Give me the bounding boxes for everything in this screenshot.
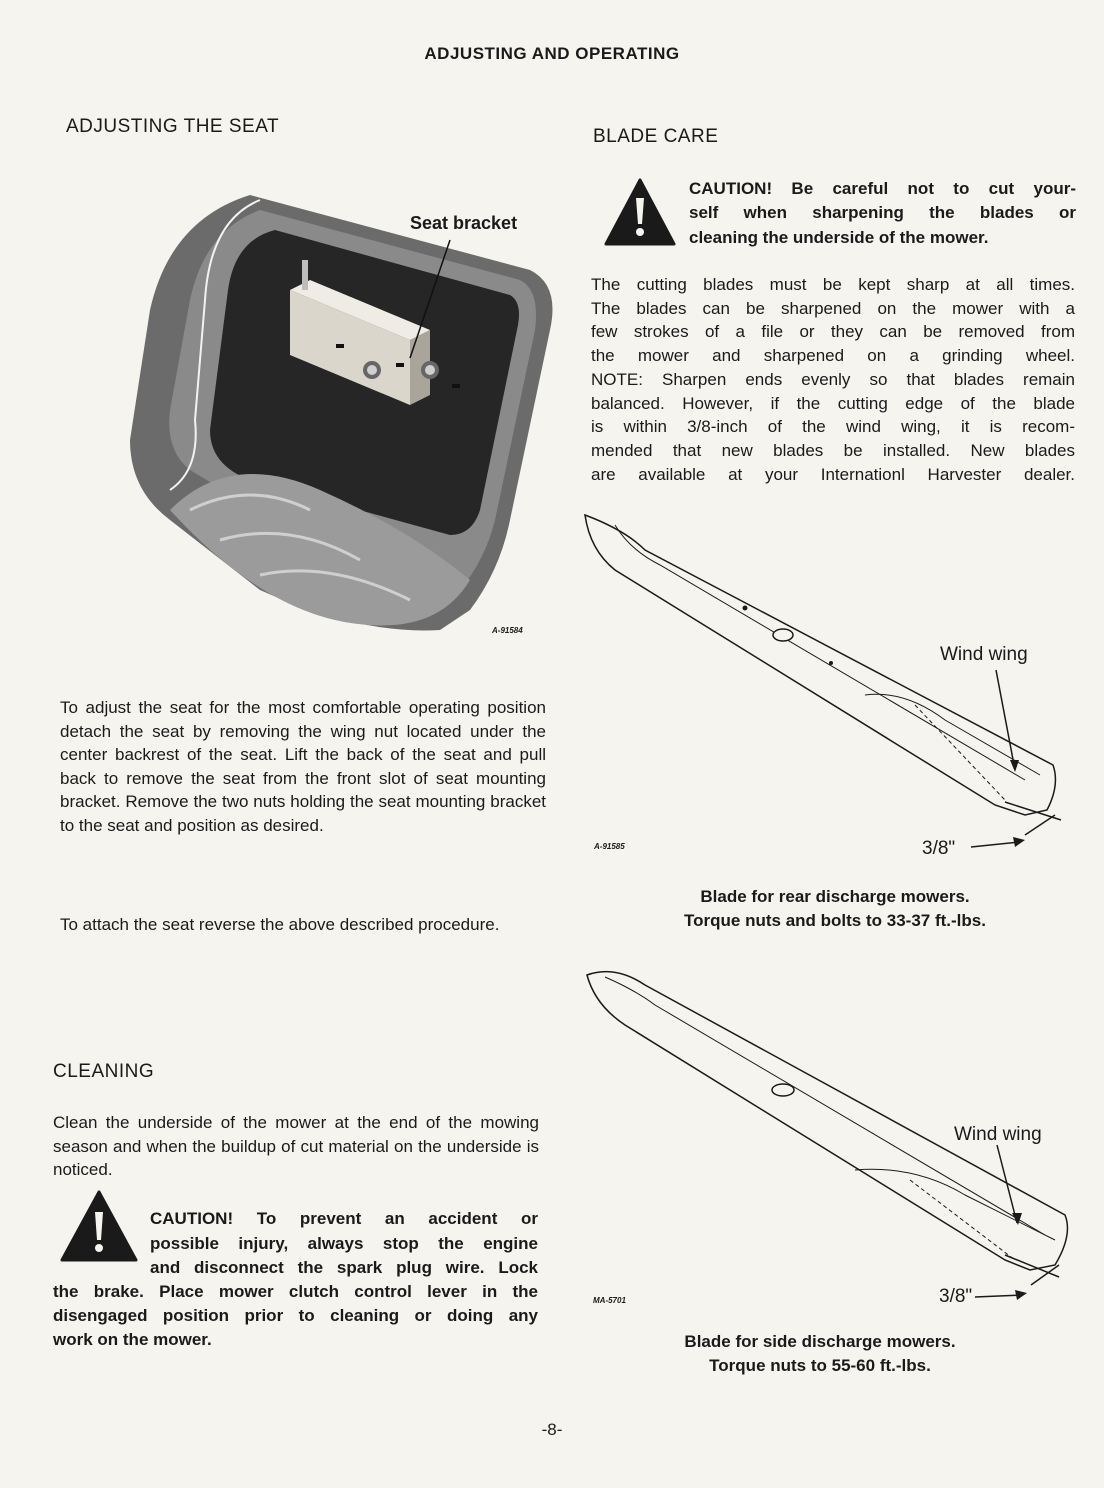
seat-bracket-label: Seat bracket xyxy=(410,213,518,233)
cleaning-caution-line-4: the brake. Place mower clutch control lever in the xyxy=(53,1282,538,1301)
blade-paragraph-line: mended that new blades be installed. New blades xyxy=(591,440,1075,460)
caption-line: Blade for side discharge mowers. xyxy=(684,1332,956,1351)
blade-paragraph-line: balanced. However, if the cutting edge of the blade xyxy=(591,393,1075,413)
rear-discharge-blade-diagram xyxy=(585,510,1075,855)
blade-section-heading: BLADE CARE xyxy=(593,126,719,147)
caption-line: Torque nuts to 55-60 ft.-lbs. xyxy=(709,1356,931,1375)
blade-paragraph-line: few strokes of a file or they can be removed from xyxy=(591,322,1075,342)
blade-paragraph-line: are available at your Internationl Harvester dealer. xyxy=(591,464,1075,484)
cleaning-caution-line-2: possible injury, always stop the engine xyxy=(150,1234,538,1253)
page-header-title: ADJUSTING AND OPERATING xyxy=(424,44,680,63)
blade-paragraph-line: The cutting blades must be kept sharp at all times. xyxy=(591,275,1075,294)
cleaning-paragraph: Clean the underside of the mower at the end of the mowing season and when the buildup of cut material on the underside is noticed. xyxy=(53,1113,539,1179)
blade-paragraph-line: NOTE: Sharpen ends evenly so that blades remain xyxy=(591,369,1075,389)
blade-caution-line-2: self when sharpening the blades or xyxy=(689,203,1076,222)
seat-figure-code: A-91584 xyxy=(492,626,523,635)
blade-paragraph-line: the mower and sharpened on a grinding wheel. xyxy=(591,346,1075,366)
caption-line: Torque nuts and bolts to 33-37 ft.-lbs. xyxy=(684,911,986,930)
blade-paragraph-line: The blades can be sharpened on the mower with a xyxy=(591,298,1075,318)
warning-icon xyxy=(60,1190,138,1262)
seat-section-heading: ADJUSTING THE SEAT xyxy=(66,116,280,137)
blade-paragraph xyxy=(591,273,1075,486)
cleaning-caution-line-5: disengaged position prior to cleaning or doing any xyxy=(53,1306,538,1325)
side-blade-figure-code: MA-5701 xyxy=(593,1296,626,1305)
seat-paragraph-1: To adjust the seat for the most comfortable operating position detach the seat by removing the wing nut located under the center backrest of the seat. Lift the back of the seat and pull back to remove the seat from the front slot of seat mounting bracket. Remove the two nuts holding the seat mounting bracket to the seat and position as desired. xyxy=(60,698,546,835)
seat-paragraph-2: To attach the seat reverse the above described procedure. xyxy=(60,915,500,934)
rear-blade-measure-label: 3/8" xyxy=(922,838,956,859)
blade-caution-line-1: CAUTION! Be careful not to cut your- xyxy=(689,179,1076,198)
warning-icon xyxy=(604,178,676,246)
cleaning-caution-line-3: and disconnect the spark plug wire. Lock xyxy=(150,1258,538,1277)
side-blade-measure-label: 3/8" xyxy=(939,1286,973,1307)
seat-photo xyxy=(110,190,560,640)
side-blade-caption xyxy=(570,1330,1070,1378)
blade-caution-line-3: cleaning the underside of the mower. xyxy=(689,228,989,247)
caption-line: Blade for rear discharge mowers. xyxy=(700,887,970,906)
rear-blade-caption xyxy=(590,885,1080,933)
cleaning-caution-line-1: CAUTION! To prevent an accident or xyxy=(150,1209,538,1228)
cleaning-section-heading: CLEANING xyxy=(53,1061,155,1082)
rear-blade-figure-code: A-91585 xyxy=(594,842,625,851)
page-number: -8- xyxy=(541,1420,563,1439)
side-blade-wind-wing-label: Wind wing xyxy=(954,1124,1042,1145)
rear-blade-wind-wing-label: Wind wing xyxy=(940,644,1028,665)
cleaning-caution-line-6: work on the mower. xyxy=(53,1330,212,1349)
blade-paragraph-line: is within 3/8-inch of the wind wing, it is recom- xyxy=(591,417,1075,437)
